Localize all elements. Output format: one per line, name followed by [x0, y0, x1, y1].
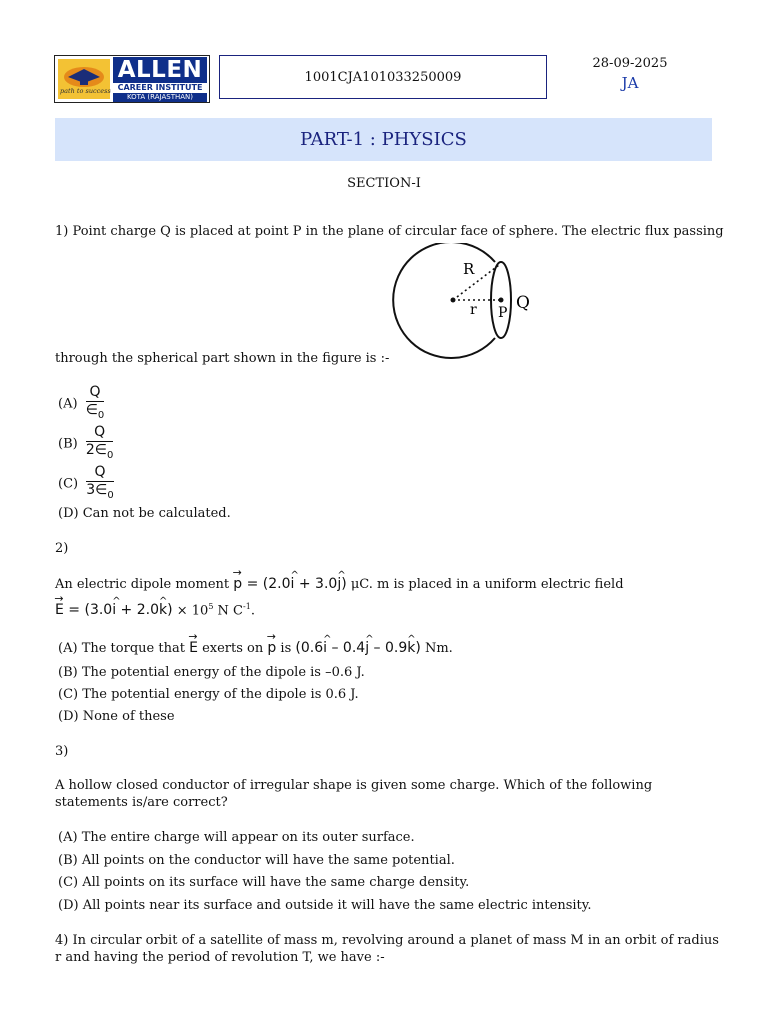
- option-text: The potential energy of the dipole is 0.6 J.: [82, 687, 359, 702]
- option-label: (C): [58, 687, 79, 702]
- dipole-expression: [233, 576, 346, 592]
- question-4-line2: r and having the period of revolution T, we have :-: [55, 950, 385, 965]
- question-text: μC. m is placed in a uniform electric field: [350, 577, 624, 592]
- j-hat: j ^: [365, 640, 369, 657]
- epsilon-symbol: ∈: [85, 402, 98, 418]
- option-2b[interactable]: [58, 664, 365, 681]
- option-text: The entire charge will appear on its outer surface.: [81, 830, 415, 845]
- denominator: [86, 402, 105, 424]
- k-hat: k ^: [159, 602, 167, 619]
- denominator: [86, 442, 114, 464]
- option-label: (A): [58, 641, 78, 656]
- numerator: Q: [86, 464, 114, 482]
- question-2-number: 2): [55, 541, 69, 556]
- i-hat: i ^: [291, 576, 295, 593]
- question-text: An electric dipole moment: [55, 577, 230, 592]
- option-text: is: [280, 641, 292, 656]
- question-1-text: [55, 223, 724, 240]
- expr-part: ): [341, 576, 347, 592]
- allen-logo: [54, 55, 210, 103]
- p-vector: p →: [233, 576, 242, 593]
- label-Q: Q: [516, 293, 530, 313]
- label-R: R: [463, 260, 475, 278]
- option-3b[interactable]: [58, 852, 455, 869]
- question-1-text-cont: through the spherical part shown in the figure is :-: [55, 351, 390, 366]
- fraction: [86, 464, 114, 504]
- option-3a[interactable]: [58, 829, 415, 846]
- expr-part: (0.6: [295, 640, 324, 656]
- logo-city: KOTA (RAJASTHAN): [113, 93, 207, 102]
- j-hat: j ^: [337, 576, 341, 593]
- subscript: 0: [107, 489, 114, 501]
- option-1a[interactable]: [58, 384, 104, 424]
- exponent: -1: [243, 602, 251, 611]
- denominator: [86, 482, 114, 504]
- option-label: (A): [58, 830, 78, 845]
- exam-date: 28-09-2025: [592, 56, 668, 71]
- option-label: (B): [58, 665, 78, 680]
- option-2a[interactable]: [58, 640, 453, 657]
- option-label: (D): [58, 898, 79, 913]
- option-text: The potential energy of the dipole is –0.6 J.: [81, 665, 365, 680]
- e-vector: E →: [189, 640, 198, 657]
- question-text: × 10: [176, 603, 209, 619]
- option-label: (D): [58, 709, 79, 724]
- paper-code: 1001CJA101033250009: [219, 55, 547, 99]
- question-text: N C: [217, 603, 244, 619]
- sphere-figure: [385, 243, 535, 365]
- question-number: 4): [55, 933, 69, 948]
- option-1d[interactable]: [58, 505, 231, 522]
- i-hat: i ^: [112, 602, 116, 619]
- expr-part: – 0.4: [327, 640, 366, 656]
- option-text: Nm.: [424, 641, 453, 656]
- numerator: Q: [86, 384, 105, 402]
- epsilon-symbol: ∈: [94, 442, 107, 458]
- option-text: None of these: [82, 709, 175, 724]
- expr-part: = (3.0: [63, 602, 113, 619]
- expr-part: + 3.0: [294, 576, 338, 592]
- exponent: 5: [208, 602, 214, 611]
- label-P: P: [498, 305, 508, 321]
- logo-tagline: path to success: [60, 87, 111, 95]
- option-label: (B): [58, 853, 78, 868]
- question-text: .: [250, 603, 255, 619]
- option-2c[interactable]: [58, 686, 359, 703]
- logo-brand: ALLEN: [113, 57, 207, 83]
- section-title: SECTION-I: [347, 176, 421, 191]
- subscript: 0: [106, 449, 114, 461]
- e-vector: E →: [55, 602, 64, 619]
- option-text: exerts on: [202, 641, 264, 656]
- option-text: The torque that: [81, 641, 185, 656]
- batch-label: JA: [621, 74, 639, 92]
- part-title: PART-1 : PHYSICS: [55, 118, 712, 161]
- question-3-number: 3): [55, 744, 69, 759]
- option-2d[interactable]: [58, 708, 175, 725]
- expr-part: + 2.0: [116, 602, 160, 619]
- option-1b[interactable]: [58, 424, 113, 464]
- option-text: All points on its surface will have the same charge density.: [82, 875, 470, 890]
- subscript: 0: [97, 409, 105, 421]
- option-1c[interactable]: [58, 464, 114, 504]
- question-2-line1: [55, 576, 624, 593]
- expr-part: = (2.0: [242, 576, 291, 592]
- fraction: [86, 424, 114, 464]
- question-text: Point charge Q is placed at point P in the plane of circular face of sphere. The electric flux passing: [72, 224, 724, 239]
- i-hat: i ^: [323, 640, 327, 657]
- option-text: Can not be calculated.: [82, 506, 231, 521]
- numerator: Q: [86, 424, 114, 442]
- option-3d[interactable]: [58, 897, 592, 914]
- k-hat: k ^: [407, 640, 415, 657]
- coefficient: 2: [85, 442, 95, 458]
- question-3-line2: statements is/are correct?: [55, 795, 228, 810]
- option-label: (A): [58, 396, 78, 412]
- p-vector: p →: [267, 640, 276, 657]
- epsilon-symbol: ∈: [95, 482, 108, 498]
- coefficient: 3: [86, 482, 96, 498]
- question-4-line1: [55, 932, 719, 949]
- option-text: All points near its surface and outside it will have the same electric intensity.: [82, 898, 592, 913]
- question-number: 1): [55, 224, 69, 239]
- expr-part: ): [415, 640, 421, 656]
- fraction: [86, 384, 105, 424]
- option-label: (D): [58, 506, 79, 521]
- label-r: r: [470, 302, 477, 318]
- question-3-line1: A hollow closed conductor of irregular shape is given some charge. Which of the following: [55, 778, 653, 793]
- option-text: All points on the conductor will have the same potential.: [81, 853, 455, 868]
- option-label: (C): [58, 476, 79, 492]
- option-label: (C): [58, 875, 79, 890]
- option-label: (B): [58, 436, 78, 452]
- torque-expression: [295, 640, 420, 656]
- option-3c[interactable]: [58, 874, 469, 891]
- field-expression: [55, 602, 173, 618]
- expr-part: – 0.9: [369, 640, 408, 656]
- question-2-line2: [55, 598, 255, 619]
- logo-institute: CAREER INSTITUTE: [117, 83, 203, 92]
- question-text: In circular orbit of a satellite of mass m, revolving around a planet of mass M in an orbit of radius: [72, 933, 719, 948]
- expr-part: ): [167, 602, 173, 619]
